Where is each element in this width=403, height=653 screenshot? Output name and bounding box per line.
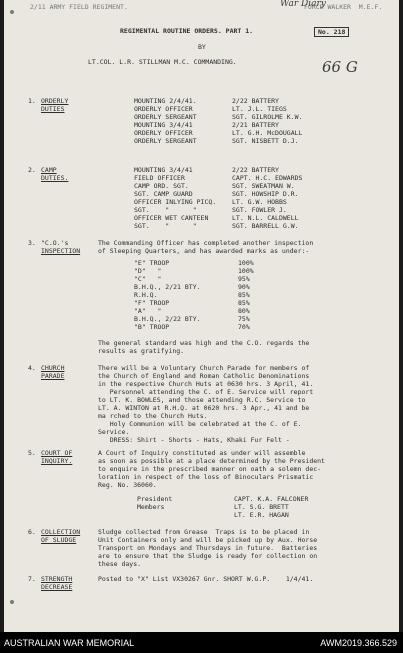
section-heading: DECREASE [41, 583, 73, 591]
duty-role: OFFICER INLYING PICQ. [134, 198, 217, 206]
order-number: No. 218 [314, 27, 349, 37]
duty-role: SGT. CAMP GUARD [134, 190, 193, 198]
section-number: 6. [28, 528, 36, 536]
member-name: LT. E.R. HAGAN [234, 511, 289, 519]
document-page [4, 0, 399, 632]
section-heading: DUTIES [41, 105, 65, 113]
church-text: the Church of England and Roman Catholic Denominations [98, 372, 310, 380]
inspection-mark: 85% [238, 291, 250, 299]
duty-role: ORDERLY SERGEANT [134, 113, 197, 121]
section-number: 1. [28, 97, 36, 105]
punch-hole [10, 600, 14, 604]
member-name: CAPT. K.A. FALCONER [234, 495, 309, 503]
handwritten-note: War Diary [280, 0, 326, 9]
inspection-mark: 80% [238, 307, 250, 315]
duty-assignee: 2/21 BATTERY [232, 121, 279, 129]
section-number: 4. [28, 364, 36, 372]
duty-assignee: LT. J.L. TIEGS [232, 105, 287, 113]
section-heading: "C.O.'s [41, 239, 69, 247]
section-heading: INQUIRY. [41, 457, 73, 465]
duty-role: MOUNTING 3/4/41 [134, 121, 193, 129]
strength-text: Posted to "X" List VX30267 Gnr. SHORT W.G.P. 1/4/41. [98, 575, 314, 583]
duty-assignee: SGT. FOWLER J. [232, 206, 287, 214]
inquiry-text: as soon as possible at a place determined by the President [98, 457, 325, 465]
member-role: Members [137, 503, 165, 511]
section-number: 2. [28, 166, 36, 174]
church-text: DRESS: Shirt - Shorts - Hats, Khaki Fur Felt - [98, 436, 290, 444]
sludge-text: are to ensure that the Sludge is ready for collection on [98, 552, 318, 560]
duty-assignee: 2/22 BATTERY [232, 166, 279, 174]
inspection-unit: B.H.Q., 2/22 BTY. [134, 315, 201, 323]
section-number: 5. [28, 449, 36, 457]
church-text: Holy Communion will be celebrated at the C. of E. [98, 420, 302, 428]
footer-accession: AWM2019.366.529 [320, 638, 397, 648]
commander-line: LT.COL. L.R. STILLMAN M.C. COMMANDING. [88, 58, 237, 66]
inspection-mark: 70% [238, 323, 250, 331]
inspection-mark: 100% [238, 267, 254, 275]
sludge-text: Transport on Mondays and Thursdays in future. Batteries [98, 544, 318, 552]
inspection-unit: "F" TROOP [134, 299, 170, 307]
duty-assignee: LT. N.L. CALDWELL [232, 214, 299, 222]
inquiry-text: to enquire in the prescribed manner on oath a solemn dec- [98, 465, 322, 473]
duty-role: ORDERLY SERGEANT [134, 137, 197, 145]
file-mark: 66 G [322, 58, 358, 76]
duty-assignee: SGT. BARRELL G.W. [232, 222, 299, 230]
footer-source: AUSTRALIAN WAR MEMORIAL [4, 638, 135, 648]
inspection-mark: 85% [238, 299, 250, 307]
inspection-unit: B.H.Q., 2/21 BTY. [134, 283, 201, 291]
church-text: Personnel attending the C. of E. Service will report [98, 388, 314, 396]
duty-role: SGT. " " [134, 206, 197, 214]
section-number: 7. [28, 575, 36, 583]
church-text: in the respective Church Huts at 0630 hrs. 3 April, 41. [98, 380, 314, 388]
church-text: ma rched to the Church Huts. [98, 412, 208, 420]
section-heading: DUTIES. [41, 174, 69, 182]
inspection-unit: R.H.Q. [134, 291, 158, 299]
duty-assignee: SGT. SWEATMAN W. [232, 182, 295, 190]
inspection-mark: 95% [238, 275, 250, 283]
inspection-intro: The Commanding Officer has completed another inspection [98, 239, 314, 247]
sludge-text: Unit Containers only and will be picked up by Aux. Horse [98, 536, 318, 544]
station-header: FORCE WALKER M.E.F. [304, 3, 383, 11]
section-heading: COLLECTION [41, 528, 81, 536]
duty-assignee: CAPT. H.C. EDWARDS [232, 174, 303, 182]
inspection-unit: "A" " [134, 307, 162, 315]
inspection-unit: "E" TROOP [134, 259, 170, 267]
section-heading: PARADE [41, 372, 65, 380]
duty-role: FIELD OFFICER [134, 174, 185, 182]
section-heading: ORDERLY [41, 97, 69, 105]
duty-assignee: SGT. HOWSHIP D.R. [232, 190, 299, 198]
archive-footer [0, 632, 403, 653]
section-heading: COURT OF [41, 449, 73, 457]
duty-assignee: 2/22 BATTERY [232, 97, 279, 105]
inspection-closing: The general standard was high and the C.O. regards the [98, 339, 310, 347]
member-name: LT. S.G. BRETT [234, 503, 289, 511]
section-heading: OF SLUDGE [41, 536, 77, 544]
inquiry-text: Reg. No. 36060. [98, 481, 157, 489]
section-heading: INSPECTION [41, 247, 81, 255]
inspection-mark: 75% [238, 315, 250, 323]
duty-role: ORDERLY OFFICER [134, 105, 193, 113]
inspection-closing: results as gratifying. [98, 347, 185, 355]
duty-role: MOUNTING 2/4/41. [134, 97, 197, 105]
inspection-unit: "B" TROOP [134, 323, 170, 331]
section-heading: CAMP [41, 166, 57, 174]
duty-assignee: SGT. NISBETT D.J. [232, 137, 299, 145]
church-text: Service. [98, 428, 130, 436]
church-text: There will be a Voluntary Church Parade for members of [98, 364, 310, 372]
unit-header: 2/11 ARMY FIELD REGIMENT. [30, 3, 128, 11]
duty-assignee: LT. G.W. HOBBS [232, 198, 287, 206]
duty-role: SGT. " " [134, 222, 197, 230]
sludge-text: Sludge collected from Grease Traps is to be placed in [98, 528, 310, 536]
section-heading: STRENGTH [41, 575, 73, 583]
duty-role: ORDERLY OFFICER [134, 129, 193, 137]
section-number: 3. [28, 239, 36, 247]
inspection-intro: of Sleeping Quarters, and has awarded marks as under:- [98, 247, 310, 255]
duty-assignee: SGT. GILROLME K.W. [232, 113, 303, 121]
inspection-mark: 100% [238, 259, 254, 267]
inspection-mark: 90% [238, 283, 250, 291]
inquiry-text: A Court of Inquiry constituted as under will assemble [98, 449, 306, 457]
sludge-text: these days. [98, 560, 142, 568]
church-text: LT. A. WINTON at R.H.Q. at 0620 hrs. 3 Apr., 41 and be [98, 404, 310, 412]
section-heading: CHURCH [41, 364, 65, 372]
duty-role: CAMP ORD. SGT. [134, 182, 189, 190]
member-role: President [137, 495, 173, 503]
duty-assignee: LT. G.H. McDOUGALL [232, 129, 303, 137]
inspection-unit: "D" " [134, 267, 162, 275]
inspection-unit: "C" " [134, 275, 162, 283]
inquiry-text: loration in respect of the loss of Binoculars Prismatic [98, 473, 314, 481]
duty-role: OFFICER WET CANTEEN [134, 214, 209, 222]
punch-hole [10, 10, 14, 14]
document-title: REGIMENTAL ROUTINE ORDERS. PART 1. [120, 27, 254, 35]
church-text: to LT. K. BOWLES, and those attending R.C. Service to [98, 396, 306, 404]
duty-role: MOUNTING 3/4/41 [134, 166, 193, 174]
by-label: BY [198, 43, 206, 51]
